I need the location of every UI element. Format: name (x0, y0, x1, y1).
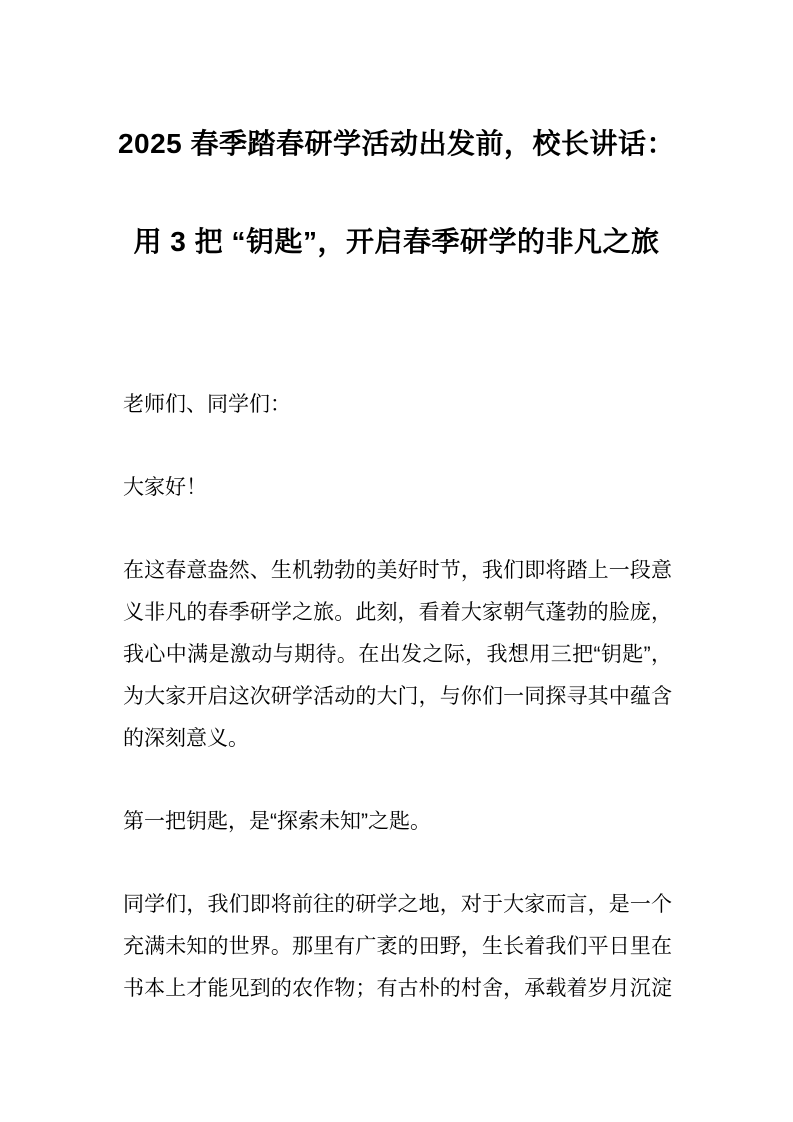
document-title (55, 0, 738, 260)
text-line: 同学们，我们即将前往的研学之地，对于大家而言，是一个 (123, 893, 672, 916)
paragraph (123, 384, 672, 426)
document-title-line-2: 用 3 把 “钥匙”，开启春季研学的非凡之旅 (133, 226, 660, 257)
text-line: 充满未知的世界。那里有广袤的田野，生长着我们平日里在 (123, 935, 672, 958)
text-line: 为大家开启这次研学活动的大门，与你们一同探寻其中蕴含 (123, 685, 672, 708)
text-line: 第一把钥匙，是“探索未知”之匙。 (123, 810, 431, 833)
document-title-line-1: 2025 春季踏春研学活动出发前，校长讲话： (117, 128, 676, 159)
paragraph (123, 467, 672, 509)
text-line: 书本上才能见到的农作物；有古朴的村舍，承载着岁月沉淀 (123, 977, 672, 1000)
paragraph (123, 884, 672, 1010)
text-line: 大家好！ (123, 476, 207, 499)
text-line: 我心中满是激动与期待。在出发之际，我想用三把“钥匙”， (123, 643, 672, 666)
text-line: 的深刻意义。 (123, 727, 249, 750)
paragraph (123, 801, 672, 843)
text-line: 老师们、同学们： (123, 393, 291, 416)
text-line: 义非凡的春季研学之旅。此刻，看着大家朝气蓬勃的脸庞， (123, 601, 672, 624)
paragraph (123, 550, 672, 760)
text-line: 在这春意盎然、生机勃勃的美好时节，我们即将踏上一段意 (123, 559, 672, 582)
document-body (123, 384, 672, 1010)
